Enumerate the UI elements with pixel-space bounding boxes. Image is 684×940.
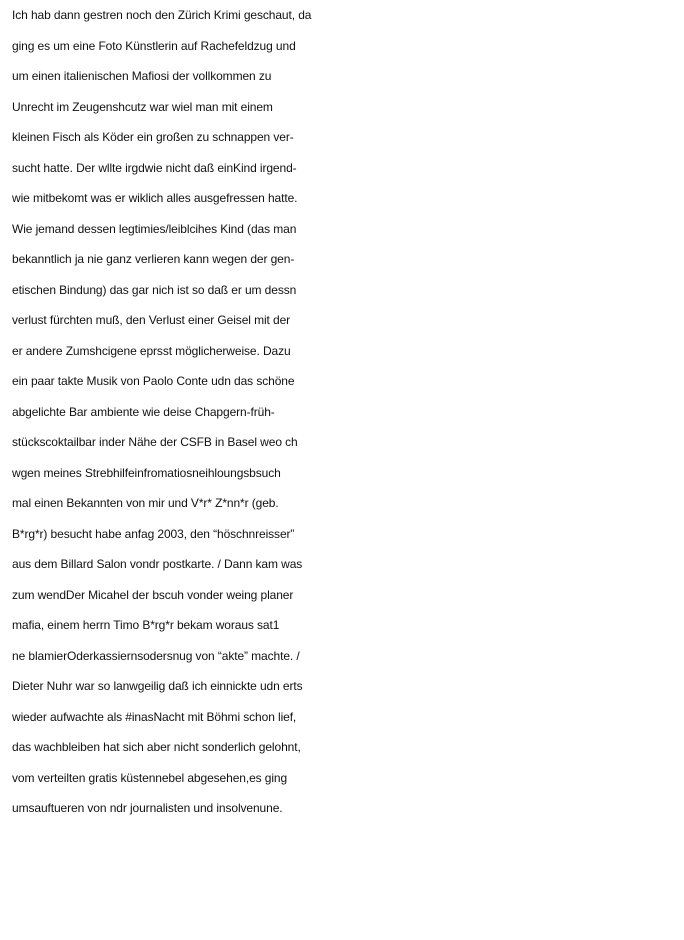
text-line-25: das wachbleiben hat sich aber nicht sonderlich gelohnt,	[12, 740, 301, 754]
text-line-18: B*rg*r) besucht habe anfag 2003, den “höschnreisser”	[12, 526, 295, 541]
text-line-19: aus dem Billard Salon vondr postkarte. / Dann kam was	[12, 557, 303, 571]
text-line-10: etischen Bindung) das gar nich ist so daß er um dessn	[12, 282, 297, 297]
text-line-15: stückscoktailbar inder Nähe der CSFB in Basel weo ch	[12, 435, 298, 449]
text-line-12: er andere Zumshcigene eprsst möglicherweise. Dazu	[12, 343, 291, 358]
text-line-11: verlust fürchten muß, den Verlust einer Geisel mit der	[12, 313, 291, 327]
text-line-2: ging es um eine Foto Künstlerin auf Rachefeldzug und	[12, 38, 296, 53]
text-line-5: kleinen Fisch als Köder ein großen zu schnappen ver-	[12, 130, 294, 144]
text-line-13: ein paar takte Musik von Paolo Conte udn das schöne	[12, 374, 295, 388]
text-line-6: sucht hatte. Der wllte irgdwie nicht daß einKind irgend-	[12, 160, 297, 175]
text-line-1: Ich hab dann gestren noch den Zürich Krimi geschaut, da	[12, 8, 312, 22]
text-line-16: wgen meines Strebhilfeinfromatiosneihloungsbsuch	[12, 465, 281, 480]
text-line-26: vom verteilten gratis küstennebel abgesehen,es ging	[12, 770, 288, 785]
text-line-14: abgelichte Bar ambiente wie deise Chapgern-früh-	[12, 404, 275, 419]
text-line-9: bekanntlich ja nie ganz verlieren kann wegen der gen-	[12, 252, 295, 266]
text-line-7: wie mitbekomt was er wiklich alles ausgefressen hatte.	[12, 191, 298, 205]
text-line-21: mafia, einem herrn Timo B*rg*r bekam woraus sat1	[12, 618, 280, 632]
text-line-22: ne blamierOderkassiernsodersnug von “akte” machte. /	[12, 648, 300, 663]
body-text	[12, 0, 684, 824]
text-line-8: Wie jemand dessen legtimies/leiblcihes Kind (das man	[12, 221, 297, 236]
text-line-20: zum wendDer Micahel der bscuh vonder weing planer	[12, 587, 294, 602]
text-line-4: Unrecht im Zeugenshcutz war wiel man mit einem	[12, 99, 273, 114]
text-line-24: wieder aufwachte als #inasNacht mit Böhmi schon lief,	[12, 709, 297, 724]
text-line-3: um einen italienischen Mafiosi der vollkommen zu	[12, 69, 272, 83]
text-line-17: mal einen Bekannten von mir und V*r* Z*nn*r (geb.	[12, 496, 279, 510]
text-line-23: Dieter Nuhr war so lanwgeilig daß ich einnickte udn erts	[12, 679, 303, 693]
text-line-27: umsauftueren von ndr journalisten und insolvenune.	[12, 801, 283, 815]
